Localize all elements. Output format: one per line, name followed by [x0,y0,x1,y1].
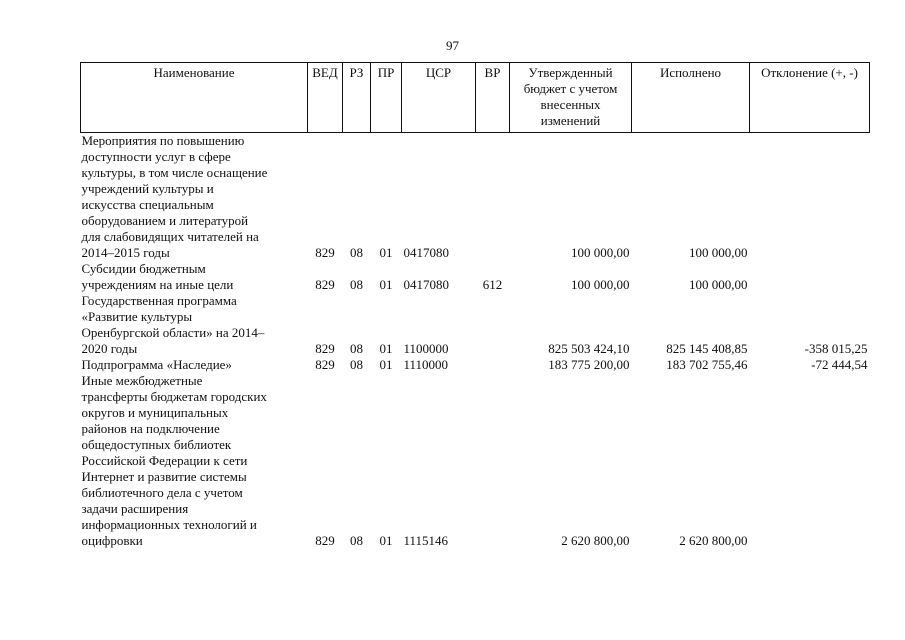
header-pr: ПР [371,63,402,133]
row-deviation [750,261,870,293]
row-vr [476,357,510,373]
header-csr: ЦСР [402,63,476,133]
row-rz: 08 [350,357,363,372]
row-rz: 08 [350,533,363,548]
row-rz: 08 [350,341,363,356]
row-name-line: учреждений культуры и [81,181,214,196]
row-name-line: для слабовидящих читателей на [81,229,259,244]
row-name-line: информационных технологий и [81,517,257,532]
header-name: Наименование [81,63,308,133]
row-vr [476,293,510,357]
row-name-line: Субсидии бюджетным [81,261,206,276]
row-ved: 829 [315,533,335,548]
row-name-line: библиотечного дела с учетом [81,485,243,500]
row-approved: 183 775 200,00 [548,357,630,372]
row-name-line: 2014–2015 годы [81,245,170,260]
row-name-line: 2020 годы [81,341,138,356]
row-executed: 100 000,00 [689,277,748,292]
row-name [81,133,308,262]
row-name-line: доступности услуг в сфере [81,149,231,164]
header-vr: ВР [476,63,510,133]
row-deviation: -72 444,54 [811,357,868,372]
row-pr: 01 [379,341,393,356]
row-name [81,261,308,293]
header-executed: Исполнено [632,63,750,133]
row-name-line: общедоступных библиотек [81,437,232,452]
row-executed: 183 702 755,46 [666,357,748,372]
row-name-line: Оренбургской области» на 2014– [81,325,265,340]
table-row [81,373,870,549]
row-pr: 01 [379,533,393,548]
row-ved: 829 [315,277,335,292]
row-ved: 829 [315,341,335,356]
table-row [81,261,870,293]
row-approved: 100 000,00 [571,277,630,292]
row-executed: 2 620 800,00 [679,533,748,548]
row-name-line: округов и муниципальных [81,405,229,420]
table-header [81,63,870,133]
row-name [81,357,308,373]
row-csr: 1100000 [403,341,449,356]
row-name-line: Российской Федерации к сети [81,453,248,468]
row-rz: 08 [350,277,363,292]
header-ved: ВЕД [308,63,343,133]
page-number: 97 [446,38,459,53]
row-name-line: Иные межбюджетные [81,373,203,388]
row-csr: 1110000 [403,357,449,372]
row-name [81,293,308,357]
row-csr: 0417080 [403,245,449,260]
row-name-line: «Развитие культуры [81,309,193,324]
row-csr: 0417080 [403,277,449,292]
row-name-line: Мероприятия по повышению [81,133,245,148]
row-vr: 612 [482,277,503,292]
table-row [81,357,870,373]
row-name-line: Интернет и развитие системы [81,469,247,484]
row-approved: 825 503 424,10 [548,341,630,356]
row-name-line: задачи расширения [81,501,189,516]
table-body [81,133,870,550]
budget-execution-table [80,62,870,549]
row-pr: 01 [379,277,393,292]
row-pr: 01 [379,245,393,260]
row-name-line: учреждениям на иные цели [81,277,234,292]
row-approved: 100 000,00 [571,245,630,260]
row-name-line: культуры, в том числе оснащение [81,165,268,180]
header-approved: Утвержденный бюджет с учетом внесенных изменений [510,63,632,133]
row-name-line: оборудованием и литературой [81,213,249,228]
row-csr: 1115146 [403,533,449,548]
row-executed: 100 000,00 [689,245,748,260]
row-executed: 825 145 408,85 [666,341,748,356]
row-ved: 829 [315,357,335,372]
row-name-line: Государственная программа [81,293,237,308]
header-deviation: Отклонение (+, -) [750,63,870,133]
row-vr [476,373,510,549]
row-deviation [750,373,870,549]
row-name-line: районов на подключение [81,421,220,436]
row-approved: 2 620 800,00 [561,533,630,548]
row-rz: 08 [350,245,363,260]
row-vr [476,133,510,262]
row-name-line: оцифровки [81,533,143,548]
row-name-line: искусства специальным [81,197,214,212]
row-name-line: Подпрограмма «Наследие» [81,357,232,372]
row-name [81,373,308,549]
table-row [81,293,870,357]
header-rz: РЗ [343,63,371,133]
row-pr: 01 [379,357,393,372]
row-deviation [750,133,870,262]
row-name-line: трансферты бюджетам городских [81,389,267,404]
row-ved: 829 [315,245,335,260]
table-row [81,133,870,262]
row-deviation: -358 015,25 [804,341,868,356]
